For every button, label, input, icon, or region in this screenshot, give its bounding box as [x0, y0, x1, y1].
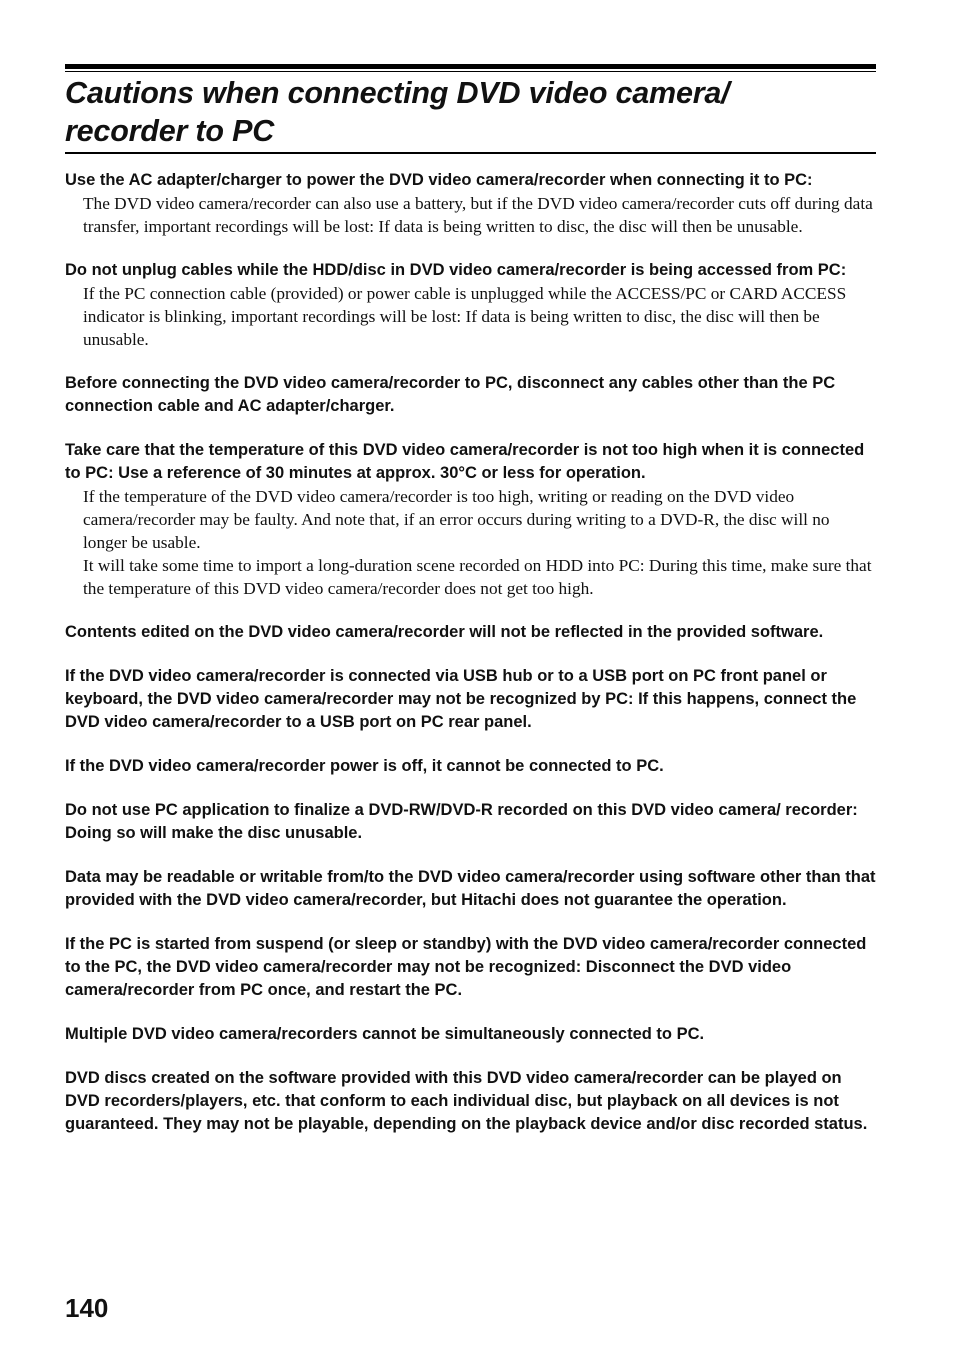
title-rule-thin: [65, 71, 876, 72]
caution-item: [65, 439, 876, 600]
caution-heading: Use the AC adapter/charger to power the DVD video camera/recorder when connecting it to PC:: [65, 171, 813, 189]
caution-heading: Contents edited on the DVD video camera/recorder will not be reflected in the provided software.: [65, 623, 824, 641]
caution-item: [65, 169, 876, 238]
page-title-line-1: Cautions when connecting DVD video camera/: [65, 76, 730, 110]
caution-body: It will take some time to import a long-duration scene recorded on HDD into PC: During this time, make sure that the temperature of this DVD video camera/recorder does not get too high.: [83, 556, 872, 598]
caution-heading: Take care that the temperature of this DVD video camera/recorder is not too high when it is connected to PC: Use a reference of 30 minutes at approx. 30°C or less for operation.: [65, 441, 865, 482]
page-number: 140: [65, 1293, 109, 1323]
title-rule-thick: [65, 64, 876, 69]
caution-item: [65, 799, 876, 845]
caution-heading: Before connecting the DVD video camera/recorder to PC, disconnect any cables other than the PC connection cable and AC adapter/charger.: [65, 374, 836, 415]
caution-item: [65, 665, 876, 734]
caution-body: If the temperature of the DVD video camera/recorder is too high, writing or reading on the DVD video camera/recorder may be faulty. And note that, if an error occurs during writing to a DVD-R, the disc will no longer be usable.: [83, 487, 830, 552]
caution-heading: Data may be readable or writable from/to the DVD video camera/recorder using software other than that provided with the DVD video camera/recorder, but Hitachi does not guarantee the operation.: [65, 868, 876, 909]
caution-body: The DVD video camera/recorder can also use a battery, but if the DVD video camera/recorder cuts off during data transfer, important recordings will be lost: If data is being written to disc, the disc will then be unusable.: [83, 194, 873, 236]
caution-body: If the PC connection cable (provided) or power cable is unplugged while the ACCESS/PC or CARD ACCESS indicator is blinking, important recordings will be lost: If data is being written to disc, the disc will then be unusable.: [83, 284, 847, 349]
caution-item: [65, 933, 876, 1002]
document-page: [65, 64, 876, 1157]
caution-heading: If the DVD video camera/recorder power is off, it cannot be connected to PC.: [65, 757, 664, 775]
caution-heading: DVD discs created on the software provided with this DVD video camera/recorder can be played on DVD recorders/players, etc. that conform to each individual disc, but playback on all devices is not guaranteed. They may not be playable, depending on the playback device and/or disc recorded status.: [65, 1069, 868, 1133]
caution-heading: If the PC is started from suspend (or sleep or standby) with the DVD video camera/recorder connected to the PC, the DVD video camera/recorder may not be recognized: Disconnect the DVD video camera/recorder from PC once, and restart the PC.: [65, 935, 867, 999]
caution-item: [65, 621, 876, 644]
caution-heading: Multiple DVD video camera/recorders cannot be simultaneously connected to PC.: [65, 1025, 705, 1043]
caution-item: [65, 866, 876, 912]
caution-item: [65, 755, 876, 778]
caution-list: [65, 169, 876, 1136]
page-title: [65, 74, 876, 150]
page-title-line-2: recorder to PC: [65, 114, 275, 148]
caution-item: [65, 1067, 876, 1136]
caution-heading: Do not use PC application to finalize a DVD-RW/DVD-R recorded on this DVD video camera/ recorder: Doing so will make the disc unusable.: [65, 801, 858, 842]
caution-heading: If the DVD video camera/recorder is connected via USB hub or to a USB port on PC front panel or keyboard, the DVD video camera/recorder may not be recognized by PC: If this happens, connect the DVD video camera/recorder to a USB port on PC rear panel.: [65, 667, 857, 731]
caution-item: [65, 372, 876, 418]
caution-item: [65, 1023, 876, 1046]
title-underline: [65, 152, 876, 154]
caution-heading: Do not unplug cables while the HDD/disc in DVD video camera/recorder is being accessed from PC:: [65, 261, 847, 279]
caution-item: [65, 259, 876, 351]
